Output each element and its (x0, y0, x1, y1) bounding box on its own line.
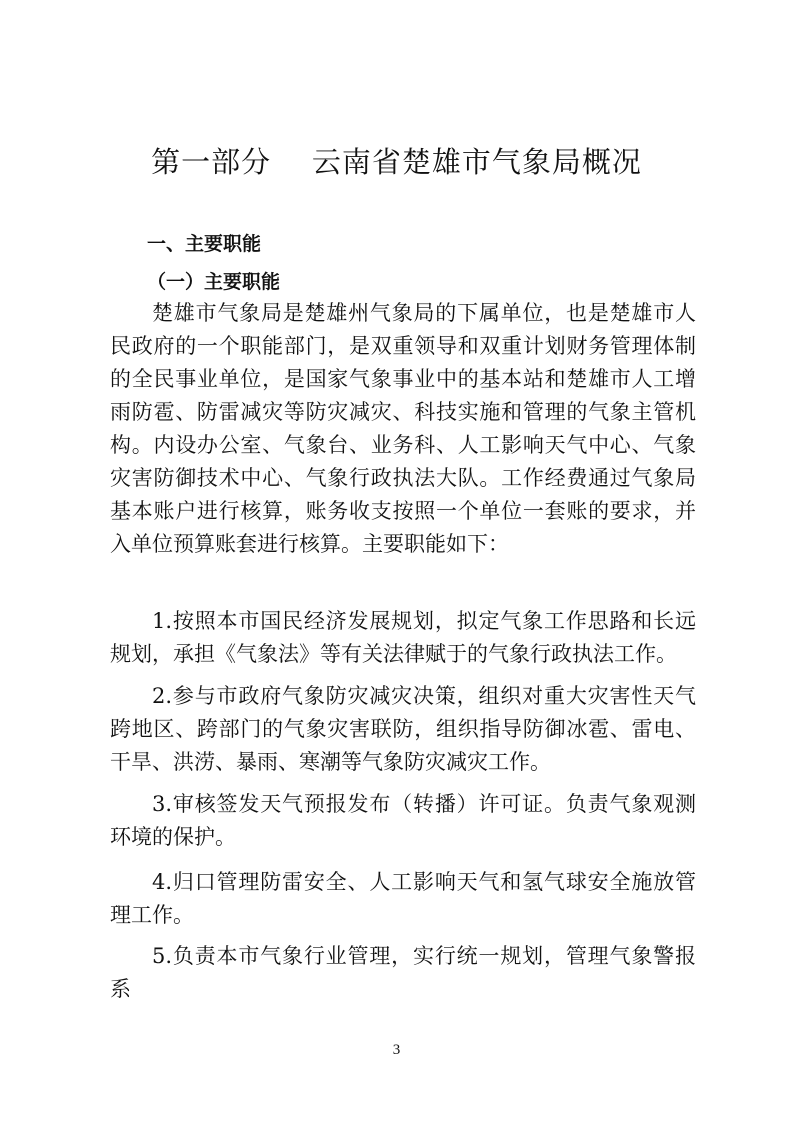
page-number: 3 (392, 1042, 401, 1058)
duty-item-3: 3.审核签发天气预报发布（转播）许可证。负责气象观测环境的保护。 (110, 792, 696, 849)
section-heading: 一、主要职能 (147, 233, 262, 255)
duty-item-5: 5.负责本市气象行业管理，实行统一规划，管理气象警报系 (110, 944, 696, 1001)
intro-paragraph: 楚雄市气象局是楚雄州气象局的下属单位，也是楚雄市人民政府的一个职能部门，是双重领导和双重计划财务管理体制的全民事业单位，是国家气象事业中的基本站和楚雄市人工增雨防雹、防雷减灾等防灾减灾、科技实施和管理的气象主管机构。内设办公室、气象台、业务科、人工影响天气中心、气象灾害防御技术中心、气象行政执法大队。工作经费通过气象局基本账户进行核算，账务收支按照一个单位一套账的要求，并入单位预算账套进行核算。主要职能如下： (110, 301, 696, 556)
duty-item-2: 2.参与市政府气象防灾减灾决策，组织对重大灾害性天气跨地区、跨部门的气象灾害联防，组织指导防御冰雹、雷电、干旱、洪涝、暴雨、寒潮等气象防灾减灾工作。 (110, 684, 696, 774)
duty-item-4: 4.归口管理防雷安全、人工影响天气和氢气球安全施放管理工作。 (110, 870, 696, 927)
duty-item-1: 1.按照本市国民经济发展规划，拟定气象工作思路和长远规划，承担《气象法》等有关法律赋于的气象行政执法工作。 (110, 609, 696, 666)
subsection-heading: （一）主要职能 (147, 271, 281, 293)
page-title: 第一部分 云南省楚雄市气象局概况 (151, 145, 642, 179)
